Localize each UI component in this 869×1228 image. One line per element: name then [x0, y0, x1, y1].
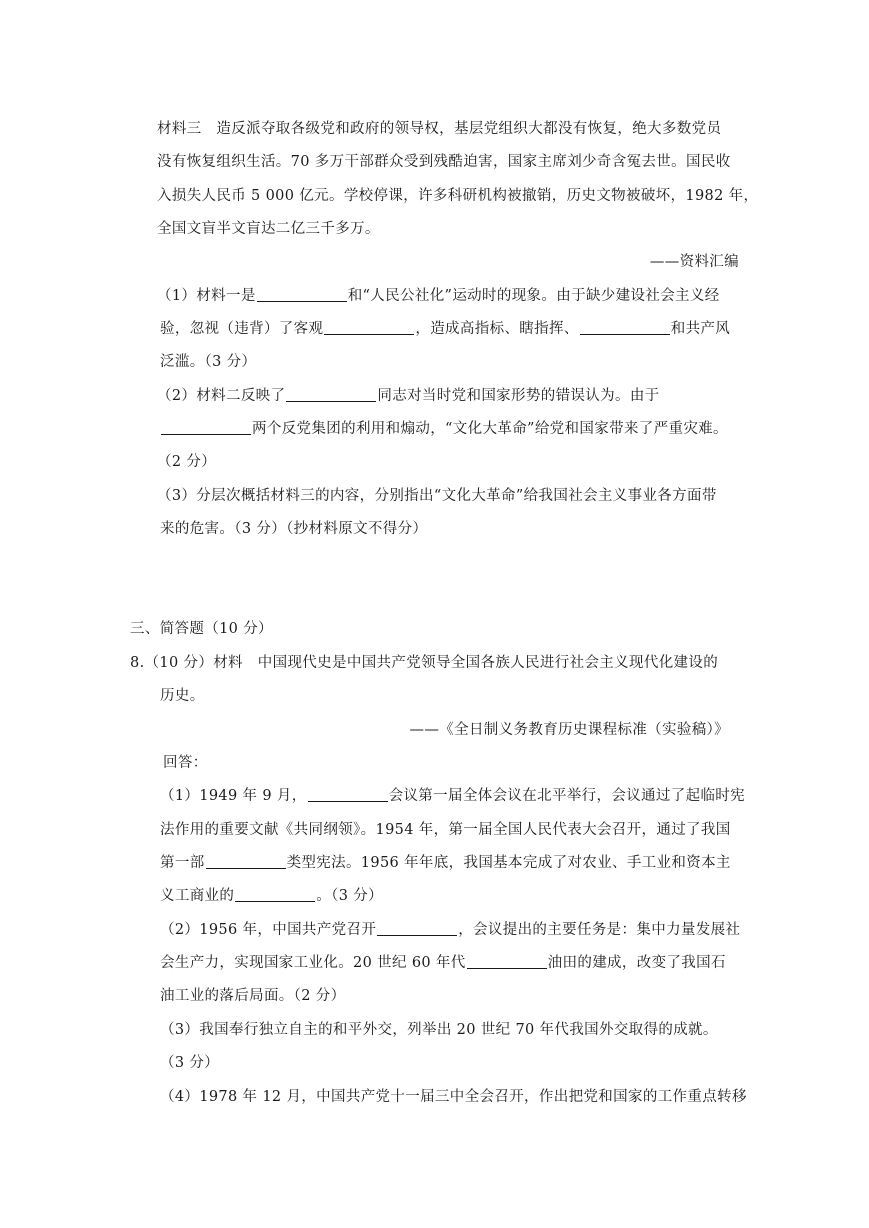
answer-blank[interactable] [467, 954, 547, 969]
answer-blank[interactable] [377, 921, 457, 936]
q8-p2-text-c: 会生产力，实现国家工业化。20 世纪 60 年代 [160, 955, 466, 971]
material3-line-4: 全国文盲半文盲达二亿三千多万。 [157, 221, 380, 237]
q8-p1-text-d: 第一部 [160, 855, 205, 871]
answer-blank[interactable] [257, 287, 347, 302]
q7-p1-line-1 [157, 286, 720, 306]
q7-p1-text-c: 验，忽视（违背）了客观 [160, 321, 324, 337]
answer-blank[interactable] [206, 854, 286, 869]
q8-intro-line-2: 历史。 [160, 688, 205, 704]
q8-p2-text-a: （2）1956 年，中国共产党召开 [160, 922, 377, 938]
q7-p2-text-a: （2）材料二反映了 [157, 388, 286, 404]
q7-p2-line-2 [160, 419, 728, 439]
q7-p3-line-1: （3）分层次概括材料三的内容，分别指出“文化大革命”给我国社会主义事业各方面带 [157, 488, 717, 504]
q7-p2-text-c: 两个反党集团的利用和煽动，“文化大革命”给党和国家带来了严重灾难。 [252, 421, 728, 437]
q7-p2-line-1 [157, 386, 660, 406]
q7-p2-text-b: 同志对当时党和国家形势的错误认为。由于 [377, 388, 660, 404]
material3-line-3: 入损失人民币 5 000 亿元。学校停课，许多科研机构被撤销，历史文物被破坏，1982 年， [157, 188, 759, 204]
q7-p1-text-a: （1）材料一是 [157, 288, 256, 304]
q8-p3-line-2: （3 分） [160, 1055, 220, 1071]
q8-p2-text-d: 油田的建成，改变了我国石 [547, 955, 726, 971]
answer-blank[interactable] [161, 420, 251, 435]
q8-p1-text-f: 义工商业的 [160, 888, 235, 904]
q8-p1-text-e: 类型宪法。1956 年年底，我国基本完成了对农业、手工业和资本主 [286, 855, 731, 871]
q8-p2-line-3: 油工业的落后局面。（2 分） [160, 988, 346, 1004]
q8-p1-line-3 [160, 853, 731, 873]
q8-p2-line-2 [160, 953, 726, 973]
q7-p1-text-e: 和共产风 [670, 321, 731, 337]
q8-p1-line-2: 法作用的重要文献《共同纲领》。1954 年，第一届全国人民代表大会召开，通过了我国 [160, 822, 731, 838]
answer-blank[interactable] [324, 320, 414, 335]
answer-blank[interactable] [308, 787, 388, 802]
q7-p1-text-b: 和“人民公社化”运动时的现象。由于缺少建设社会主义经 [347, 288, 720, 304]
q8-p1-line-1 [160, 786, 745, 806]
material3-source: ——资料汇编 [649, 254, 739, 270]
q8-p1-text-a: （1）1949 年 9 月， [160, 788, 307, 804]
section-heading: 三、简答题（10 分） [130, 621, 273, 637]
q8-answer-label: 回答： [163, 755, 208, 771]
material3-line-1: 材料三 造反派夺取各级党和政府的领导权，基层党组织大都没有恢复，绝大多数党员 [157, 121, 722, 137]
answer-blank[interactable] [235, 887, 315, 902]
q8-source: ——《全日制义务教育历史课程标准（实验稿）》 [409, 722, 729, 738]
q8-p1-text-b: 会议第一届全体会议在北平举行，会议通过了起临时宪 [388, 788, 745, 804]
q7-p1-text-d: ，造成高指标、瞎指挥、 [415, 321, 579, 337]
q8-p2-line-1 [160, 920, 740, 940]
q7-p1-line-2 [160, 319, 730, 339]
q8-p1-line-4 [160, 886, 383, 906]
q8-intro-line-1: 8.（10 分）材料 中国现代史是中国共产党领导全国各族人民进行社会主义现代化建设的 [130, 655, 719, 671]
q7-p1-line-3: 泛滥。（3 分） [160, 354, 257, 370]
material3-line-2: 没有恢复组织生活。70 多万干部群众受到残酷迫害，国家主席刘少奇含冤去世。国民收 [157, 154, 731, 170]
q8-p2-text-b: ，会议提出的主要任务是：集中力量发展社 [458, 922, 741, 938]
answer-blank[interactable] [580, 320, 670, 335]
answer-blank[interactable] [286, 387, 376, 402]
q7-p3-line-2: 来的危害。（3 分）（抄材料原文不得分） [160, 521, 428, 537]
q8-p1-text-g: 。（3 分） [316, 888, 383, 904]
q8-p3-line-1: （3）我国奉行独立自主的和平外交，列举出 20 世纪 70 年代我国外交取得的成就。 [160, 1022, 718, 1038]
q8-p4-line-1: （4）1978 年 12 月，中国共产党十一届三中全会召开，作出把党和国家的工作重点转移 [160, 1089, 747, 1105]
q7-p2-line-3: （2 分） [157, 454, 217, 470]
